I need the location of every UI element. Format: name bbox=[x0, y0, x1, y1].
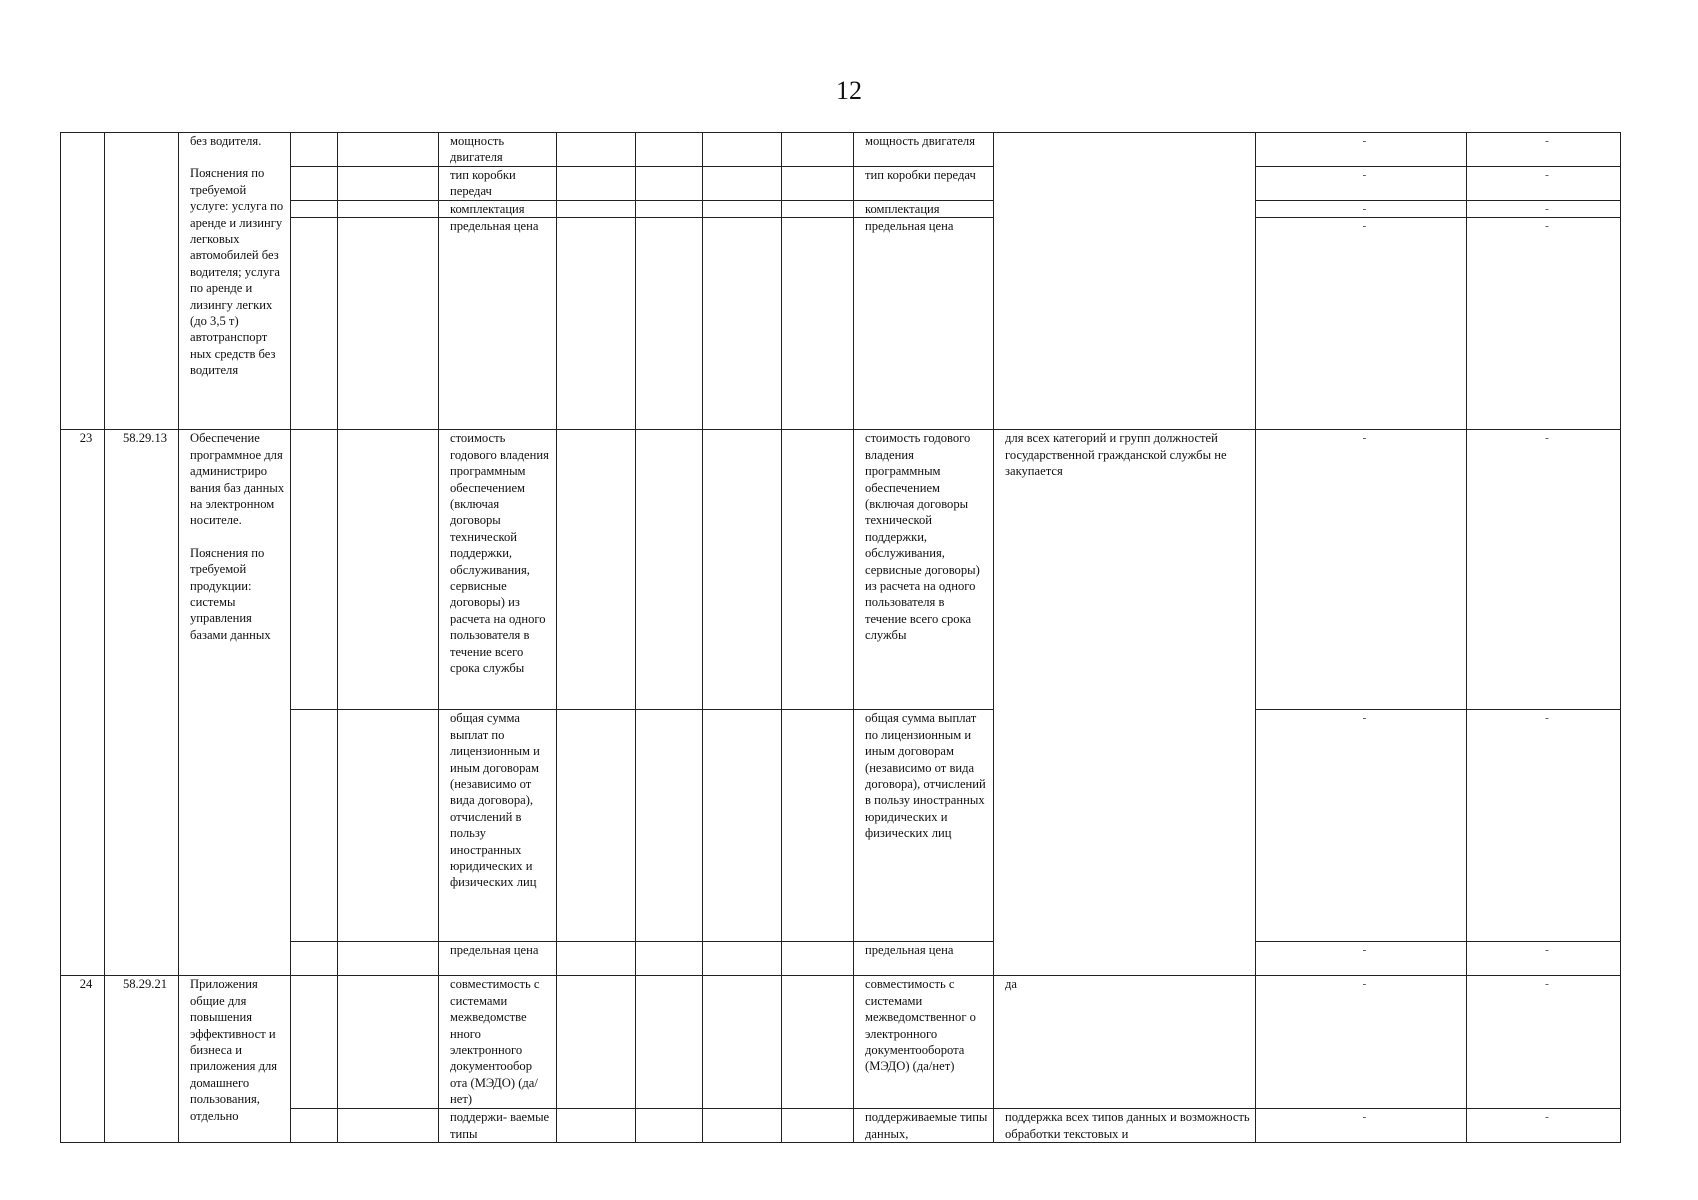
product-name-cell: Обеспечение программное для администриро вания баз данных на электронном носителе. Пояснения по требуемой продукции: системы управления базами данных bbox=[179, 430, 291, 976]
table-row: без водителя. Пояснения по требуемой услуге: услуга по аренде и лизингу легковых автомобилей без водителя; услуга по аренде и лизингу легких (до 3,5 т) автотранспорт ных средств без водителя мощность двигателя мощность двигателя - - bbox=[61, 133, 1621, 167]
product-name-cell: без водителя. Пояснения по требуемой услуге: услуга по аренде и лизингу легковых автомобилей без водителя; услуга по аренде и лизингу легких (до 3,5 т) автотранспорт ных средств без водителя bbox=[179, 133, 291, 430]
table-row: общая сумма выплат по лицензионным и иным договорам (независимо от вида договора), отчислений в пользу иностранных юридических и физических лиц общая сумма выплат по лицензионным и иным договорам (независимо от вида договора), отчислений в пользу иностранных юридических и физических лиц - - bbox=[61, 710, 1621, 942]
characteristic-cell: тип коробки передач bbox=[439, 167, 557, 201]
table-row: предельная цена предельная цена - - bbox=[61, 942, 1621, 976]
characteristic-cell-2: тип коробки передач bbox=[854, 167, 994, 201]
value-cell: поддержка всех типов данных и возможность обработки текстовых и bbox=[994, 1109, 1256, 1143]
characteristic-cell: комплектация bbox=[439, 201, 557, 218]
characteristic-cell-2: стоимость годового владения программным обеспечением (включая договоры технической поддержки, обслуживания, сервисные договоры) из расчета на одного пользователя в течение всего срока службы bbox=[854, 430, 994, 710]
characteristic-cell-2: поддерживаемые типы данных, bbox=[854, 1109, 994, 1143]
characteristic-cell-2: комплектация bbox=[854, 201, 994, 218]
characteristic-cell-2: предельная цена bbox=[854, 218, 994, 430]
table-row: тип коробки передач тип коробки передач - - bbox=[61, 167, 1621, 201]
table-row: 23 58.29.13 Обеспечение программное для администриро вания баз данных на электронном носителе. Пояснения по требуемой продукции: системы управления базами данных стоимость годового владения программным обеспечением (включая договоры технической поддержки, обслуживания, сервисные договоры) из расчета на одного пользователя в течение всего срока службы стоимость годового владения программным обеспечением (включая договоры технической поддержки, обслуживания, сервисные договоры) из расчета на одного пользователя в течение всего срока службы для всех категорий и групп должностей государственной гражданской службы не закупается - - bbox=[61, 430, 1621, 710]
characteristic-cell: мощность двигателя bbox=[439, 133, 557, 167]
table-row: 24 58.29.21 Приложения общие для повышения эффективност и бизнеса и приложения для домашнего пользования, отдельно совместимость с системами межведомстве нного электронного документообор ота (МЭДО) (да/нет) совместимость с системами межведомственног о электронного документооборота (МЭДО) (да/нет) да - - bbox=[61, 976, 1621, 1109]
value-cell: да bbox=[994, 976, 1256, 1109]
characteristic-cell: общая сумма выплат по лицензионным и иным договорам (независимо от вида договора), отчислений в пользу иностранных юридических и физических лиц bbox=[439, 710, 557, 942]
characteristic-cell-2: общая сумма выплат по лицензионным и иным договорам (независимо от вида договора), отчислений в пользу иностранных юридических и физических лиц bbox=[854, 710, 994, 942]
characteristic-cell-2: мощность двигателя bbox=[854, 133, 994, 167]
table-row: комплектация комплектация - - bbox=[61, 201, 1621, 218]
row-number-cell: 23 bbox=[61, 430, 105, 976]
code-cell: 58.29.13 bbox=[105, 430, 179, 976]
table-row: поддержи- ваемые типы поддерживаемые типы данных, поддержка всех типов данных и возможность обработки текстовых и - - bbox=[61, 1109, 1621, 1143]
characteristic-cell-2: предельная цена bbox=[854, 942, 994, 976]
code-cell: 58.29.21 bbox=[105, 976, 179, 1143]
code-cell bbox=[105, 133, 179, 430]
characteristic-cell-2: совместимость с системами межведомственног о электронного документооборота (МЭДО) (да/нет) bbox=[854, 976, 994, 1109]
product-name-cell: Приложения общие для повышения эффективност и бизнеса и приложения для домашнего пользования, отдельно bbox=[179, 976, 291, 1143]
characteristic-cell: предельная цена bbox=[439, 218, 557, 430]
requirements-table bbox=[60, 132, 1621, 1143]
page-number: 12 bbox=[836, 76, 862, 105]
table-row: предельная цена предельная цена - - bbox=[61, 218, 1621, 430]
characteristic-cell: поддержи- ваемые типы bbox=[439, 1109, 557, 1143]
row-number-cell: 24 bbox=[61, 976, 105, 1143]
characteristic-cell: совместимость с системами межведомстве нного электронного документообор ота (МЭДО) (да/нет) bbox=[439, 976, 557, 1109]
value-cell bbox=[994, 133, 1256, 430]
characteristic-cell: стоимость годового владения программным обеспечением (включая договоры технической поддержки, обслуживания, сервисные договоры) из расчета на одного пользователя в течение всего срока службы bbox=[439, 430, 557, 710]
row-number-cell bbox=[61, 133, 105, 430]
merged-note-cell: для всех категорий и групп должностей государственной гражданской службы не закупается bbox=[994, 430, 1256, 976]
characteristic-cell: предельная цена bbox=[439, 942, 557, 976]
